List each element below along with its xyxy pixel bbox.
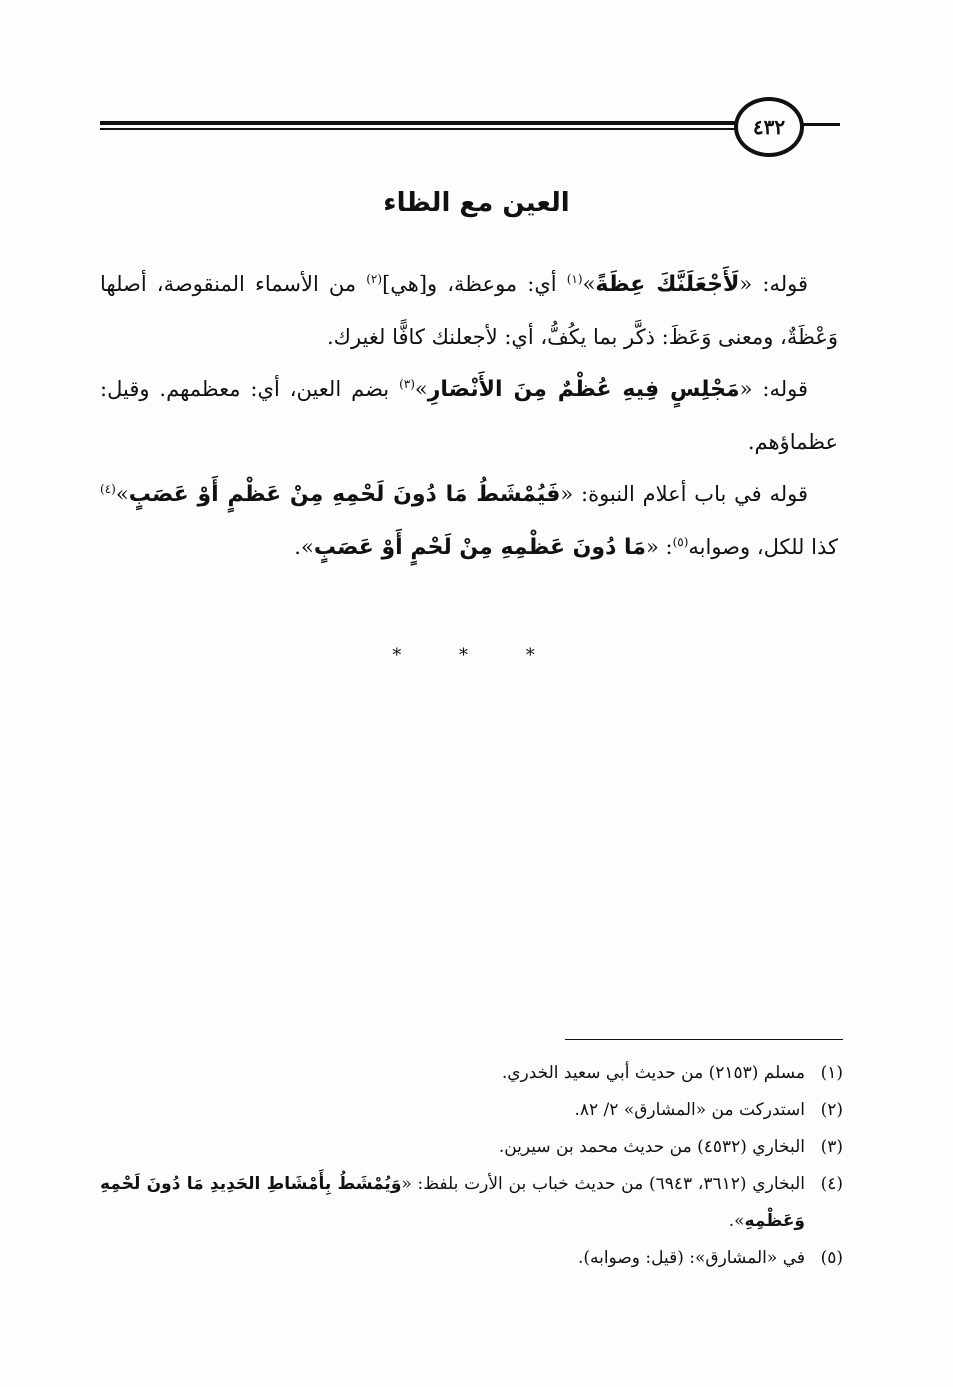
footnote-text: البخاري (٤٥٣٢) من حديث محمد بن سيرين.: [498, 1137, 805, 1157]
footnote-text-end: ».: [728, 1211, 745, 1231]
footnote-quote: وَيُمْشَطُ بِأَمْشَاطِ الحَدِيدِ مَا دُونَ لَحْمِهِ وَعَظْمِهِ: [100, 1174, 805, 1231]
footnote-text: في «المشارق»: (قيل: وصوابه).: [577, 1248, 805, 1268]
page-header: [0, 92, 953, 164]
section-separator: * * *: [392, 645, 561, 666]
footnote-ref: (١): [566, 272, 583, 286]
paragraph-3: [100, 468, 838, 574]
footnote-4: [100, 1166, 843, 1240]
hadith-quote: مَجْلِسٍ فِيهِ عُظْمٌ مِنَ الأَنْصَارِ: [427, 377, 740, 402]
page-number: ٤٣٢: [734, 97, 804, 157]
footnote-number: (٢): [820, 1100, 843, 1120]
footnote-5: [100, 1240, 843, 1277]
text-run: من الأسماء المنقوصة، أصلها وَعْظَةٌ، ومعنى وَعَظَ: ذكَّر بما يكُفُّ، أي: لأجعلنك كافًّا لغيرك.: [100, 272, 838, 349]
footnote-ref: (٤): [100, 482, 116, 496]
footnote-text: مسلم (٢١٥٣) من حديث أبي سعيد الخدري.: [501, 1063, 805, 1083]
footnote-ref: (٣): [399, 377, 415, 391]
chapter-title: العين مع الظاء: [383, 188, 570, 218]
paragraph-1: [100, 258, 838, 363]
text-run: قوله: «: [739, 377, 808, 401]
hadith-quote: مَا دُونَ عَظْمِهِ مِنْ لَحْمٍ أَوْ عَصَبٍ: [313, 535, 646, 560]
footnote-1: [100, 1055, 843, 1092]
footnote-divider: [565, 1039, 843, 1040]
header-rule-thin: [100, 128, 736, 130]
hadith-quote: لَأَجْعَلَنَّكَ عِظَةً: [595, 272, 740, 297]
footnote-number: (٤): [820, 1174, 843, 1194]
text-run: »: [414, 377, 428, 401]
text-run: كذا للكل، وصوابه: [688, 535, 838, 559]
footnote-3: [100, 1129, 843, 1166]
footnote-number: (٥): [820, 1248, 843, 1268]
footnote-text: استدركت من «المشارق» ٢/ ٨٢.: [574, 1100, 805, 1120]
footnote-ref: (٢): [366, 272, 383, 286]
footnote-ref: (٥): [672, 535, 689, 549]
text-run: قوله: «: [739, 272, 808, 296]
text-run: »: [115, 482, 129, 506]
hadith-quote: فَيُمْشَطُ مَا دُونَ لَحْمِهِ مِنْ عَظْمٍ أَوْ عَصَبٍ: [128, 482, 561, 507]
footnotes: [100, 1055, 843, 1277]
footnote-2: [100, 1092, 843, 1129]
footnote-number: (٣): [820, 1137, 843, 1157]
footnote-number: (١): [820, 1063, 843, 1083]
footnote-text: البخاري (٣٦١٢، ٦٩٤٣) من حديث خباب بن الأرت بلفظ: «: [401, 1174, 805, 1194]
header-rule-thick: [100, 121, 736, 125]
text-run: ».: [294, 535, 314, 559]
text-run: »: [582, 272, 596, 296]
footnote-text-container: [100, 1166, 805, 1240]
text-run: قوله في باب أعلام النبوة: «: [560, 482, 808, 506]
text-run: أي: موعظة، و[هي]: [382, 272, 567, 296]
paragraph-2: [100, 363, 838, 468]
header-rule-right: [800, 123, 840, 126]
text-run: بضم العين، أي: معظمهم. وقيل: عظماؤهم.: [100, 377, 838, 454]
text-run: : «: [645, 535, 673, 559]
body-text: [100, 258, 838, 574]
